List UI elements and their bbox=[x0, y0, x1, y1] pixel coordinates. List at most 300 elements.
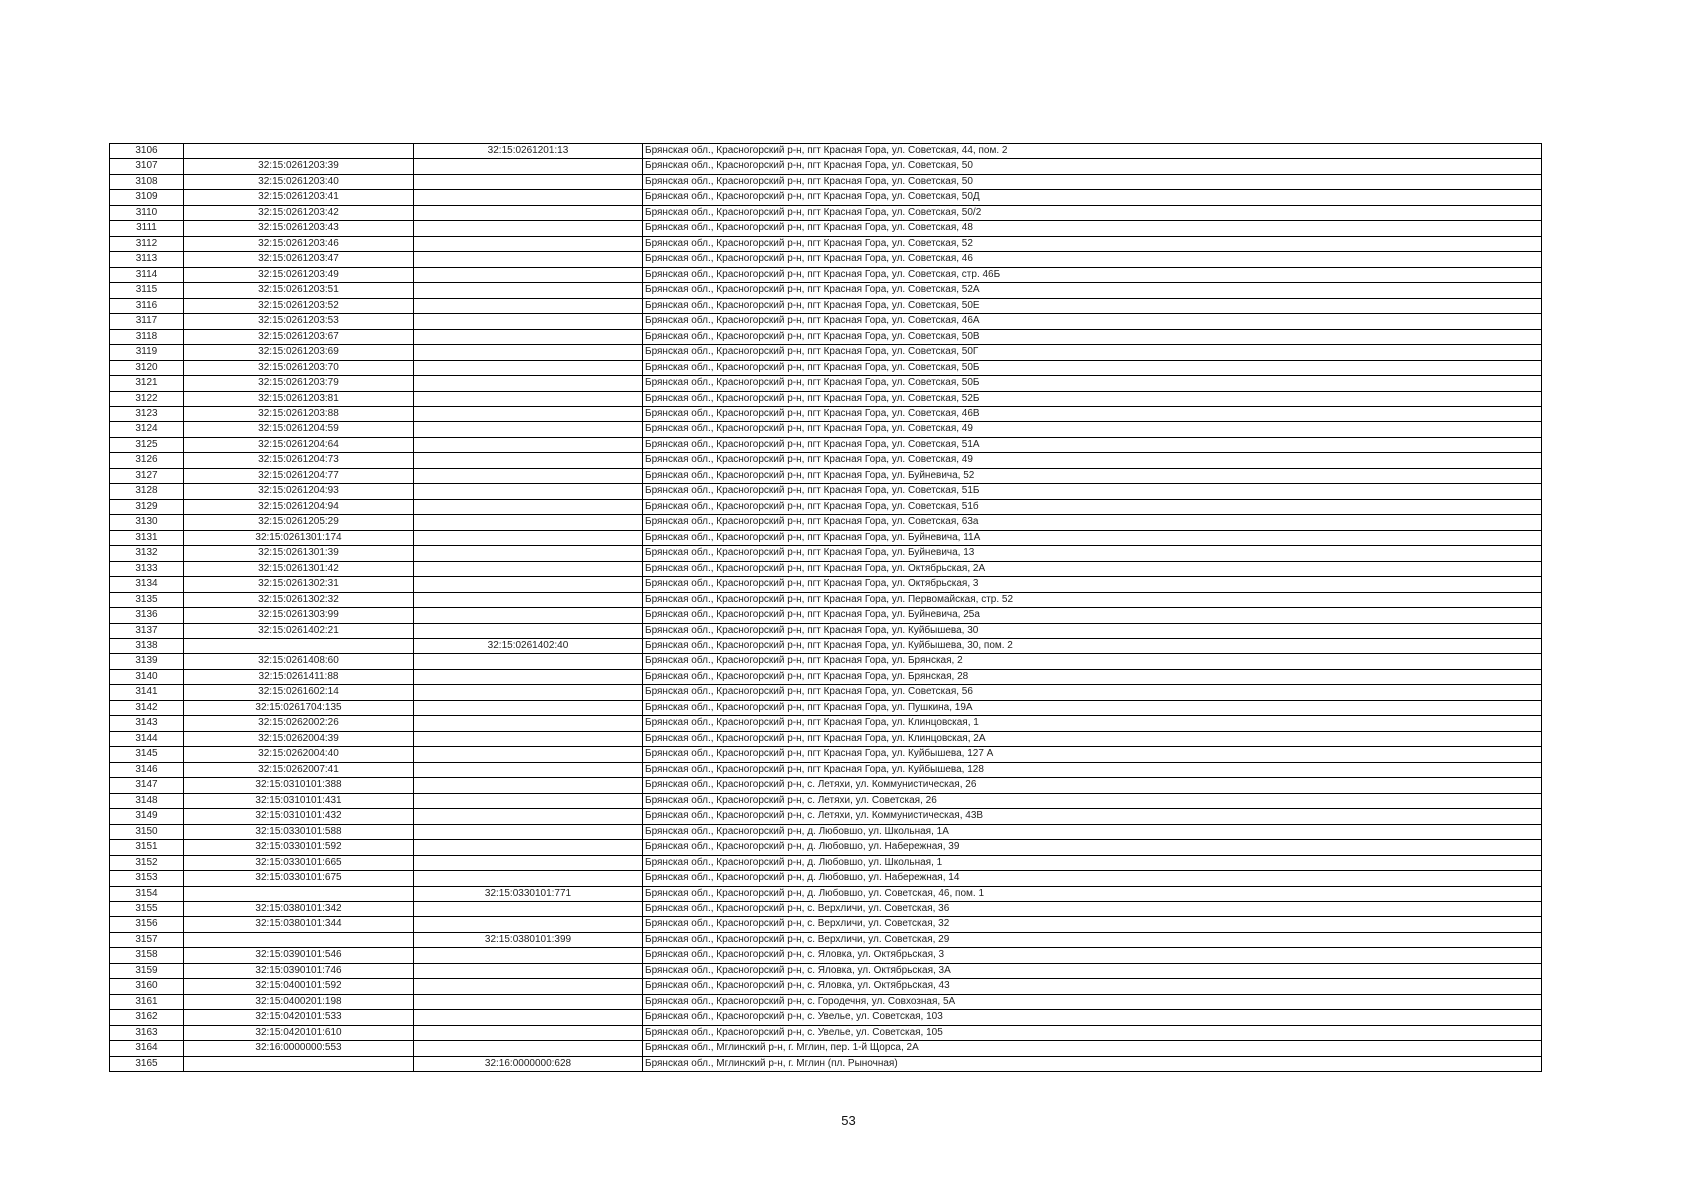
cadastral-number-premises-cell bbox=[414, 345, 643, 360]
row-number-cell: 3134 bbox=[110, 577, 184, 592]
cadastral-number-premises-cell bbox=[414, 700, 643, 715]
address-cell: Брянская обл., Красногорский р-н, д. Любовшо, ул. Набережная, 14 bbox=[643, 871, 1542, 886]
row-number-cell: 3123 bbox=[110, 406, 184, 421]
table-row bbox=[110, 391, 1542, 406]
cadastral-number-cell: 32:15:0261203:69 bbox=[184, 345, 414, 360]
table-row bbox=[110, 221, 1542, 236]
table-row bbox=[110, 608, 1542, 623]
cadastral-number-cell: 32:15:0261301:174 bbox=[184, 530, 414, 545]
cadastral-number-cell: 32:15:0261302:32 bbox=[184, 592, 414, 607]
row-number-cell: 3120 bbox=[110, 360, 184, 375]
row-number-cell: 3141 bbox=[110, 685, 184, 700]
address-cell: Брянская обл., Красногорский р-н, пгт Красная Гора, ул. Советская, 49 bbox=[643, 422, 1542, 437]
address-cell: Брянская обл., Красногорский р-н, пгт Красная Гора, ул. Советская, 44, пом. 2 bbox=[643, 144, 1542, 159]
address-cell: Брянская обл., Красногорский р-н, д. Любовшо, ул. Советская, 46, пом. 1 bbox=[643, 886, 1542, 901]
table-row bbox=[110, 468, 1542, 483]
cadastral-number-premises-cell bbox=[414, 283, 643, 298]
row-number-cell: 3107 bbox=[110, 159, 184, 174]
cadastral-number-cell: 32:15:0330101:665 bbox=[184, 855, 414, 870]
cadastral-number-premises-cell bbox=[414, 314, 643, 329]
cadastral-number-premises-cell bbox=[414, 205, 643, 220]
cadastral-number-cell: 32:15:0261204:94 bbox=[184, 499, 414, 514]
cadastral-number-premises-cell bbox=[414, 484, 643, 499]
cadastral-number-premises-cell bbox=[414, 577, 643, 592]
table-row bbox=[110, 314, 1542, 329]
cadastral-number-premises-cell: 32:15:0330101:771 bbox=[414, 886, 643, 901]
table-row bbox=[110, 762, 1542, 777]
table-row bbox=[110, 855, 1542, 870]
address-cell: Брянская обл., Красногорский р-н, пгт Красная Гора, ул. Брянская, 2 bbox=[643, 654, 1542, 669]
cadastral-number-premises-cell bbox=[414, 530, 643, 545]
address-cell: Брянская обл., Красногорский р-н, с. Увелье, ул. Советская, 103 bbox=[643, 1010, 1542, 1025]
cadastral-number-premises-cell bbox=[414, 422, 643, 437]
address-cell: Брянская обл., Красногорский р-н, пгт Красная Гора, ул. Куйбышева, 127 А bbox=[643, 747, 1542, 762]
row-number-cell: 3106 bbox=[110, 144, 184, 159]
table-row bbox=[110, 159, 1542, 174]
address-cell: Брянская обл., Красногорский р-н, пгт Красная Гора, ул. Советская, 50Б bbox=[643, 376, 1542, 391]
row-number-cell: 3128 bbox=[110, 484, 184, 499]
table-row bbox=[110, 345, 1542, 360]
cadastral-number-cell: 32:15:0330101:675 bbox=[184, 871, 414, 886]
address-cell: Брянская обл., Красногорский р-н, пгт Красная Гора, ул. Советская, 50/2 bbox=[643, 205, 1542, 220]
table-row bbox=[110, 144, 1542, 159]
address-cell: Брянская обл., Красногорский р-н, д. Любовшо, ул. Школьная, 1А bbox=[643, 824, 1542, 839]
address-cell: Брянская обл., Мглинский р-н, г. Мглин, пер. 1-й Щорса, 2А bbox=[643, 1041, 1542, 1056]
row-number-cell: 3108 bbox=[110, 174, 184, 189]
row-number-cell: 3131 bbox=[110, 530, 184, 545]
cadastral-number-premises-cell bbox=[414, 747, 643, 762]
table-row bbox=[110, 298, 1542, 313]
row-number-cell: 3165 bbox=[110, 1056, 184, 1071]
row-number-cell: 3136 bbox=[110, 608, 184, 623]
cadastral-number-cell: 32:15:0261204:93 bbox=[184, 484, 414, 499]
cadastral-number-premises-cell bbox=[414, 716, 643, 731]
row-number-cell: 3162 bbox=[110, 1010, 184, 1025]
table-row bbox=[110, 360, 1542, 375]
address-cell: Брянская обл., Красногорский р-н, пгт Красная Гора, ул. Советская, 46А bbox=[643, 314, 1542, 329]
cadastral-number-cell: 32:15:0261302:31 bbox=[184, 577, 414, 592]
table-row bbox=[110, 484, 1542, 499]
cadastral-number-cell: 32:15:0380101:342 bbox=[184, 901, 414, 916]
cadastral-number-premises-cell bbox=[414, 809, 643, 824]
table-row bbox=[110, 329, 1542, 344]
cadastral-number-premises-cell bbox=[414, 623, 643, 638]
cadastral-number-premises-cell bbox=[414, 360, 643, 375]
row-number-cell: 3125 bbox=[110, 437, 184, 452]
row-number-cell: 3157 bbox=[110, 932, 184, 947]
table-row bbox=[110, 376, 1542, 391]
address-cell: Брянская обл., Красногорский р-н, пгт Красная Гора, ул. Клинцовская, 1 bbox=[643, 716, 1542, 731]
cadastral-number-premises-cell: 32:15:0261402:40 bbox=[414, 639, 643, 654]
row-number-cell: 3122 bbox=[110, 391, 184, 406]
cadastral-number-cell: 32:15:0261203:46 bbox=[184, 236, 414, 251]
table-row bbox=[110, 623, 1542, 638]
cadastral-number-cell: 32:15:0261203:88 bbox=[184, 406, 414, 421]
cadastral-number-premises-cell bbox=[414, 685, 643, 700]
cadastral-number-cell: 32:15:0310101:431 bbox=[184, 793, 414, 808]
cadastral-number-cell: 32:15:0261203:42 bbox=[184, 205, 414, 220]
table-row bbox=[110, 654, 1542, 669]
row-number-cell: 3111 bbox=[110, 221, 184, 236]
row-number-cell: 3150 bbox=[110, 824, 184, 839]
row-number-cell: 3144 bbox=[110, 731, 184, 746]
row-number-cell: 3138 bbox=[110, 639, 184, 654]
cadastral-number-cell: 32:15:0261204:64 bbox=[184, 437, 414, 452]
cadastral-number-premises-cell bbox=[414, 236, 643, 251]
address-cell: Брянская обл., Красногорский р-н, пгт Красная Гора, ул. Куйбышева, 30 bbox=[643, 623, 1542, 638]
table-row bbox=[110, 979, 1542, 994]
row-number-cell: 3155 bbox=[110, 901, 184, 916]
address-cell: Брянская обл., Красногорский р-н, пгт Красная Гора, ул. Советская, 50Б bbox=[643, 360, 1542, 375]
row-number-cell: 3164 bbox=[110, 1041, 184, 1056]
table-row bbox=[110, 437, 1542, 452]
cadastral-number-premises-cell bbox=[414, 221, 643, 236]
table-row bbox=[110, 932, 1542, 947]
cadastral-number-premises-cell bbox=[414, 901, 643, 916]
cadastral-number-cell: 32:15:0330101:588 bbox=[184, 824, 414, 839]
table-row bbox=[110, 917, 1542, 932]
row-number-cell: 3116 bbox=[110, 298, 184, 313]
table-row bbox=[110, 546, 1542, 561]
cadastral-number-premises-cell bbox=[414, 391, 643, 406]
table-row bbox=[110, 1025, 1542, 1040]
address-cell: Брянская обл., Красногорский р-н, д. Любовшо, ул. Набережная, 39 bbox=[643, 840, 1542, 855]
row-number-cell: 3163 bbox=[110, 1025, 184, 1040]
address-cell: Брянская обл., Красногорский р-н, пгт Красная Гора, ул. Советская, 56 bbox=[643, 685, 1542, 700]
table-row bbox=[110, 685, 1542, 700]
address-cell: Брянская обл., Красногорский р-н, с. Верхличи, ул. Советская, 36 bbox=[643, 901, 1542, 916]
table-row bbox=[110, 1041, 1542, 1056]
row-number-cell: 3148 bbox=[110, 793, 184, 808]
address-cell: Брянская обл., Красногорский р-н, пгт Красная Гора, ул. Куйбышева, 128 bbox=[643, 762, 1542, 777]
cadastral-number-cell: 32:15:0262007:41 bbox=[184, 762, 414, 777]
cadastral-number-premises-cell bbox=[414, 499, 643, 514]
cadastral-number-premises-cell bbox=[414, 948, 643, 963]
address-cell: Брянская обл., Красногорский р-н, пгт Красная Гора, ул. Советская, 48 bbox=[643, 221, 1542, 236]
cadastral-number-cell: 32:16:0000000:553 bbox=[184, 1041, 414, 1056]
table-row bbox=[110, 871, 1542, 886]
cadastral-number-premises-cell bbox=[414, 731, 643, 746]
row-number-cell: 3133 bbox=[110, 561, 184, 576]
cadastral-number-cell: 32:15:0390101:746 bbox=[184, 963, 414, 978]
cadastral-number-cell: 32:15:0261203:40 bbox=[184, 174, 414, 189]
cadastral-number-cell: 32:15:0261204:73 bbox=[184, 453, 414, 468]
address-cell: Брянская обл., Красногорский р-н, пгт Красная Гора, ул. Советская, 50Г bbox=[643, 345, 1542, 360]
cadastral-number-cell: 32:15:0310101:432 bbox=[184, 809, 414, 824]
table-row bbox=[110, 561, 1542, 576]
table-row bbox=[110, 1056, 1542, 1071]
row-number-cell: 3151 bbox=[110, 840, 184, 855]
row-number-cell: 3159 bbox=[110, 963, 184, 978]
row-number-cell: 3149 bbox=[110, 809, 184, 824]
row-number-cell: 3132 bbox=[110, 546, 184, 561]
address-cell: Брянская обл., Красногорский р-н, пгт Красная Гора, ул. Октябрьская, 2А bbox=[643, 561, 1542, 576]
address-cell: Брянская обл., Красногорский р-н, пгт Красная Гора, ул. Советская, 46В bbox=[643, 406, 1542, 421]
address-cell: Брянская обл., Красногорский р-н, пгт Красная Гора, ул. Пушкина, 19А bbox=[643, 700, 1542, 715]
row-number-cell: 3146 bbox=[110, 762, 184, 777]
page-number: 53 bbox=[841, 1113, 856, 1128]
table-row bbox=[110, 515, 1542, 530]
register-table-body bbox=[110, 144, 1542, 1072]
cadastral-number-cell: 32:15:0261203:43 bbox=[184, 221, 414, 236]
cadastral-number-premises-cell bbox=[414, 174, 643, 189]
cadastral-number-premises-cell bbox=[414, 979, 643, 994]
address-cell: Брянская обл., Красногорский р-н, с. Яловка, ул. Октябрьская, 3А bbox=[643, 963, 1542, 978]
cadastral-number-cell: 32:15:0261205:29 bbox=[184, 515, 414, 530]
row-number-cell: 3126 bbox=[110, 453, 184, 468]
row-number-cell: 3112 bbox=[110, 236, 184, 251]
cadastral-number-cell: 32:15:0262004:39 bbox=[184, 731, 414, 746]
cadastral-number-cell: 32:15:0261203:53 bbox=[184, 314, 414, 329]
cadastral-number-premises-cell bbox=[414, 376, 643, 391]
cadastral-number-cell: 32:15:0261203:47 bbox=[184, 252, 414, 267]
cadastral-number-premises-cell bbox=[414, 329, 643, 344]
row-number-cell: 3117 bbox=[110, 314, 184, 329]
address-cell: Брянская обл., Красногорский р-н, с. Летяхи, ул. Советская, 26 bbox=[643, 793, 1542, 808]
row-number-cell: 3124 bbox=[110, 422, 184, 437]
address-cell: Брянская обл., Красногорский р-н, пгт Красная Гора, ул. Советская, 51б bbox=[643, 499, 1542, 514]
table-row bbox=[110, 422, 1542, 437]
table-row bbox=[110, 252, 1542, 267]
address-cell: Брянская обл., Красногорский р-н, пгт Красная Гора, ул. Советская, 52 bbox=[643, 236, 1542, 251]
cadastral-number-cell: 32:15:0420101:533 bbox=[184, 1010, 414, 1025]
cadastral-number-premises-cell bbox=[414, 654, 643, 669]
table-row bbox=[110, 700, 1542, 715]
cadastral-number-premises-cell bbox=[414, 406, 643, 421]
address-cell: Брянская обл., Красногорский р-н, пгт Красная Гора, ул. Советская, 52Б bbox=[643, 391, 1542, 406]
cadastral-number-premises-cell: 32:15:0380101:399 bbox=[414, 932, 643, 947]
cadastral-number-cell: 32:15:0261203:52 bbox=[184, 298, 414, 313]
cadastral-number-premises-cell bbox=[414, 515, 643, 530]
address-cell: Брянская обл., Красногорский р-н, пгт Красная Гора, ул. Советская, 51Б bbox=[643, 484, 1542, 499]
address-cell: Брянская обл., Красногорский р-н, пгт Красная Гора, ул. Советская, 50 bbox=[643, 159, 1542, 174]
table-row bbox=[110, 793, 1542, 808]
row-number-cell: 3153 bbox=[110, 871, 184, 886]
address-cell: Брянская обл., Красногорский р-н, с. Верхличи, ул. Советская, 29 bbox=[643, 932, 1542, 947]
address-cell: Брянская обл., Красногорский р-н, д. Любовшо, ул. Школьная, 1 bbox=[643, 855, 1542, 870]
cadastral-number-premises-cell bbox=[414, 592, 643, 607]
address-cell: Брянская обл., Красногорский р-н, с. Городечня, ул. Совхозная, 5А bbox=[643, 994, 1542, 1009]
table-row bbox=[110, 174, 1542, 189]
row-number-cell: 3160 bbox=[110, 979, 184, 994]
address-cell: Брянская обл., Красногорский р-н, пгт Красная Гора, ул. Советская, 63а bbox=[643, 515, 1542, 530]
cadastral-number-premises-cell: 32:16:0000000:628 bbox=[414, 1056, 643, 1071]
cadastral-number-cell: 32:15:0261203:70 bbox=[184, 360, 414, 375]
row-number-cell: 3113 bbox=[110, 252, 184, 267]
table-row bbox=[110, 499, 1542, 514]
address-cell: Брянская обл., Мглинский р-н, г. Мглин (пл. Рыночная) bbox=[643, 1056, 1542, 1071]
cadastral-number-premises-cell bbox=[414, 561, 643, 576]
cadastral-number-cell: 32:15:0261203:39 bbox=[184, 159, 414, 174]
row-number-cell: 3119 bbox=[110, 345, 184, 360]
address-cell: Брянская обл., Красногорский р-н, пгт Красная Гора, ул. Первомайская, стр. 52 bbox=[643, 592, 1542, 607]
cadastral-number-cell: 32:15:0261301:39 bbox=[184, 546, 414, 561]
cadastral-number-premises-cell bbox=[414, 159, 643, 174]
row-number-cell: 3114 bbox=[110, 267, 184, 282]
address-cell: Брянская обл., Красногорский р-н, с. Летяхи, ул. Коммунистическая, 43В bbox=[643, 809, 1542, 824]
cadastral-number-premises-cell bbox=[414, 1025, 643, 1040]
table-row bbox=[110, 283, 1542, 298]
row-number-cell: 3152 bbox=[110, 855, 184, 870]
table-row bbox=[110, 809, 1542, 824]
row-number-cell: 3161 bbox=[110, 994, 184, 1009]
row-number-cell: 3140 bbox=[110, 669, 184, 684]
address-cell: Брянская обл., Красногорский р-н, пгт Красная Гора, ул. Октябрьская, 3 bbox=[643, 577, 1542, 592]
cadastral-number-cell: 32:15:0261303:99 bbox=[184, 608, 414, 623]
address-cell: Брянская обл., Красногорский р-н, пгт Красная Гора, ул. Советская, стр. 46Б bbox=[643, 267, 1542, 282]
address-cell: Брянская обл., Красногорский р-н, пгт Красная Гора, ул. Буйневича, 13 bbox=[643, 546, 1542, 561]
address-cell: Брянская обл., Красногорский р-н, пгт Красная Гора, ул. Советская, 50Д bbox=[643, 190, 1542, 205]
cadastral-number-cell bbox=[184, 932, 414, 947]
cadastral-number-premises-cell bbox=[414, 963, 643, 978]
cadastral-number-cell: 32:15:0380101:344 bbox=[184, 917, 414, 932]
row-number-cell: 3118 bbox=[110, 329, 184, 344]
address-cell: Брянская обл., Красногорский р-н, пгт Красная Гора, ул. Буйневича, 25а bbox=[643, 608, 1542, 623]
cadastral-number-cell: 32:15:0390101:546 bbox=[184, 948, 414, 963]
address-cell: Брянская обл., Красногорский р-н, пгт Красная Гора, ул. Советская, 52А bbox=[643, 283, 1542, 298]
cadastral-number-cell bbox=[184, 1056, 414, 1071]
cadastral-number-premises-cell bbox=[414, 855, 643, 870]
cadastral-number-cell: 32:15:0261203:79 bbox=[184, 376, 414, 391]
cadastral-number-premises-cell bbox=[414, 824, 643, 839]
address-cell: Брянская обл., Красногорский р-н, пгт Красная Гора, ул. Буйневича, 52 bbox=[643, 468, 1542, 483]
table-row bbox=[110, 190, 1542, 205]
cadastral-number-cell: 32:15:0261402:21 bbox=[184, 623, 414, 638]
cadastral-number-cell: 32:15:0262004:40 bbox=[184, 747, 414, 762]
cadastral-number-cell: 32:15:0261204:77 bbox=[184, 468, 414, 483]
table-row bbox=[110, 747, 1542, 762]
row-number-cell: 3156 bbox=[110, 917, 184, 932]
address-cell: Брянская обл., Красногорский р-н, пгт Красная Гора, ул. Советская, 51А bbox=[643, 437, 1542, 452]
address-cell: Брянская обл., Красногорский р-н, пгт Красная Гора, ул. Советская, 50В bbox=[643, 329, 1542, 344]
address-cell: Брянская обл., Красногорский р-н, с. Яловка, ул. Октябрьская, 43 bbox=[643, 979, 1542, 994]
cadastral-number-cell: 32:15:0261408:60 bbox=[184, 654, 414, 669]
row-number-cell: 3154 bbox=[110, 886, 184, 901]
table-row bbox=[110, 205, 1542, 220]
cadastral-number-premises-cell bbox=[414, 871, 643, 886]
address-cell: Брянская обл., Красногорский р-н, с. Летяхи, ул. Коммунистическая, 26 bbox=[643, 778, 1542, 793]
table-row bbox=[110, 669, 1542, 684]
cadastral-number-premises-cell bbox=[414, 994, 643, 1009]
row-number-cell: 3158 bbox=[110, 948, 184, 963]
table-row bbox=[110, 824, 1542, 839]
row-number-cell: 3109 bbox=[110, 190, 184, 205]
table-row bbox=[110, 994, 1542, 1009]
row-number-cell: 3135 bbox=[110, 592, 184, 607]
cadastral-number-premises-cell bbox=[414, 608, 643, 623]
row-number-cell: 3110 bbox=[110, 205, 184, 220]
cadastral-number-cell: 32:15:0262002:26 bbox=[184, 716, 414, 731]
table-row bbox=[110, 886, 1542, 901]
cadastral-number-cell bbox=[184, 639, 414, 654]
table-row bbox=[110, 406, 1542, 421]
table-row bbox=[110, 840, 1542, 855]
cadastral-number-premises-cell bbox=[414, 840, 643, 855]
row-number-cell: 3143 bbox=[110, 716, 184, 731]
table-row bbox=[110, 236, 1542, 251]
cadastral-number-premises-cell bbox=[414, 917, 643, 932]
row-number-cell: 3130 bbox=[110, 515, 184, 530]
cadastral-number-premises-cell: 32:15:0261201:13 bbox=[414, 144, 643, 159]
cadastral-number-cell: 32:15:0261203:51 bbox=[184, 283, 414, 298]
cadastral-number-cell: 32:15:0400201:198 bbox=[184, 994, 414, 1009]
address-cell: Брянская обл., Красногорский р-н, с. Увелье, ул. Советская, 105 bbox=[643, 1025, 1542, 1040]
cadastral-number-premises-cell bbox=[414, 190, 643, 205]
cadastral-number-premises-cell bbox=[414, 252, 643, 267]
row-number-cell: 3145 bbox=[110, 747, 184, 762]
table-row bbox=[110, 963, 1542, 978]
row-number-cell: 3127 bbox=[110, 468, 184, 483]
cadastral-number-premises-cell bbox=[414, 546, 643, 561]
cadastral-number-premises-cell bbox=[414, 793, 643, 808]
cadastral-number-premises-cell bbox=[414, 762, 643, 777]
cadastral-number-cell: 32:15:0261301:42 bbox=[184, 561, 414, 576]
table-row bbox=[110, 639, 1542, 654]
cadastral-number-cell: 32:15:0261204:59 bbox=[184, 422, 414, 437]
address-cell: Брянская обл., Красногорский р-н, пгт Красная Гора, ул. Клинцовская, 2А bbox=[643, 731, 1542, 746]
table-row bbox=[110, 592, 1542, 607]
table-row bbox=[110, 530, 1542, 545]
table-row bbox=[110, 901, 1542, 916]
cadastral-number-cell bbox=[184, 144, 414, 159]
cadastral-number-cell: 32:15:0261411:88 bbox=[184, 669, 414, 684]
cadastral-number-premises-cell bbox=[414, 669, 643, 684]
table-row bbox=[110, 778, 1542, 793]
row-number-cell: 3147 bbox=[110, 778, 184, 793]
row-number-cell: 3121 bbox=[110, 376, 184, 391]
cadastral-number-premises-cell bbox=[414, 298, 643, 313]
cadastral-number-premises-cell bbox=[414, 1041, 643, 1056]
cadastral-number-cell: 32:15:0330101:592 bbox=[184, 840, 414, 855]
address-cell: Брянская обл., Красногорский р-н, с. Верхличи, ул. Советская, 32 bbox=[643, 917, 1542, 932]
address-cell: Брянская обл., Красногорский р-н, пгт Красная Гора, ул. Советская, 49 bbox=[643, 453, 1542, 468]
cadastral-number-cell: 32:15:0400101:592 bbox=[184, 979, 414, 994]
cadastral-number-premises-cell bbox=[414, 468, 643, 483]
address-cell: Брянская обл., Красногорский р-н, с. Яловка, ул. Октябрьская, 3 bbox=[643, 948, 1542, 963]
register-table bbox=[109, 143, 1542, 1072]
cadastral-number-cell: 32:15:0261704:135 bbox=[184, 700, 414, 715]
cadastral-number-premises-cell bbox=[414, 453, 643, 468]
cadastral-number-cell: 32:15:0261203:41 bbox=[184, 190, 414, 205]
cadastral-number-premises-cell bbox=[414, 437, 643, 452]
row-number-cell: 3142 bbox=[110, 700, 184, 715]
address-cell: Брянская обл., Красногорский р-н, пгт Красная Гора, ул. Советская, 46 bbox=[643, 252, 1542, 267]
row-number-cell: 3129 bbox=[110, 499, 184, 514]
table-row bbox=[110, 948, 1542, 963]
table-row bbox=[110, 267, 1542, 282]
cadastral-number-premises-cell bbox=[414, 1010, 643, 1025]
table-row bbox=[110, 716, 1542, 731]
address-cell: Брянская обл., Красногорский р-н, пгт Красная Гора, ул. Советская, 50Е bbox=[643, 298, 1542, 313]
cadastral-number-cell: 32:15:0261203:67 bbox=[184, 329, 414, 344]
cadastral-number-cell bbox=[184, 886, 414, 901]
table-row bbox=[110, 453, 1542, 468]
table-row bbox=[110, 731, 1542, 746]
row-number-cell: 3139 bbox=[110, 654, 184, 669]
address-cell: Брянская обл., Красногорский р-н, пгт Красная Гора, ул. Куйбышева, 30, пом. 2 bbox=[643, 639, 1542, 654]
cadastral-number-cell: 32:15:0261203:81 bbox=[184, 391, 414, 406]
table-row bbox=[110, 1010, 1542, 1025]
table-row bbox=[110, 577, 1542, 592]
cadastral-number-cell: 32:15:0310101:388 bbox=[184, 778, 414, 793]
cadastral-number-premises-cell bbox=[414, 267, 643, 282]
address-cell: Брянская обл., Красногорский р-н, пгт Красная Гора, ул. Советская, 50 bbox=[643, 174, 1542, 189]
row-number-cell: 3137 bbox=[110, 623, 184, 638]
row-number-cell: 3115 bbox=[110, 283, 184, 298]
address-cell: Брянская обл., Красногорский р-н, пгт Красная Гора, ул. Брянская, 28 bbox=[643, 669, 1542, 684]
address-cell: Брянская обл., Красногорский р-н, пгт Красная Гора, ул. Буйневича, 11А bbox=[643, 530, 1542, 545]
cadastral-number-cell: 32:15:0261203:49 bbox=[184, 267, 414, 282]
